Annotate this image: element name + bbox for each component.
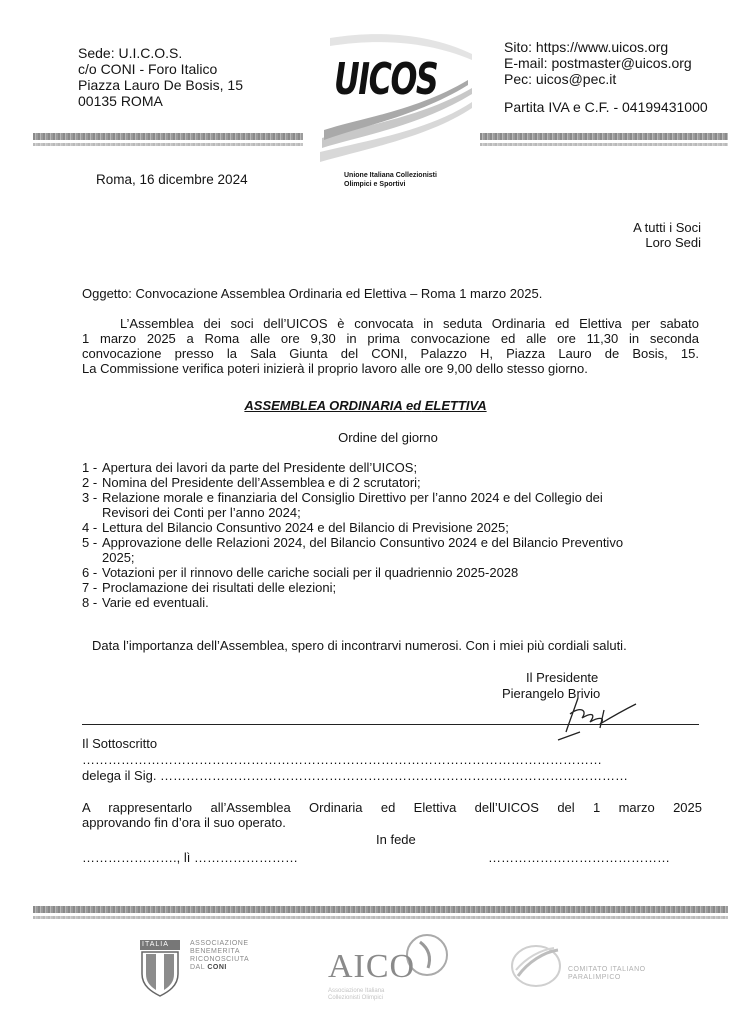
coni-association-text: [190, 940, 249, 972]
agenda-item-number: 3 -: [82, 490, 98, 505]
paragraph-line: 1 marzo 2025 a Roma alle ore 9,30 in prima convocazione ed alle ore 11,30 in seconda: [82, 331, 699, 346]
logo-text: UICOS: [334, 54, 438, 105]
footer-divider: [33, 906, 728, 913]
address-line: c/o CONI - Foro Italico: [78, 61, 218, 77]
letter-date: Roma, 16 dicembre 2024: [96, 172, 248, 187]
logo-subtitle-line: Unione Italiana Collezionisti: [344, 172, 437, 179]
cip-line: PARALIMPICO: [568, 974, 621, 981]
cip-text: [568, 966, 646, 982]
header-divider-left: [33, 133, 303, 140]
uicos-ribbon-icon: [300, 30, 475, 180]
closing-line: Data l’importanza dell’Assemblea, spero di incontrarvi numerosi. Con i miei più cordiali saluti.: [92, 638, 627, 653]
address-line: Piazza Lauro De Bosis, 15: [78, 77, 243, 93]
logo-subtitle-line: Olimpici e Sportivi: [344, 181, 406, 188]
paragraph-line: La Commissione verifica poteri inizierà il proprio lavoro alle ore 9,00 dello stesso giorno.: [82, 361, 588, 376]
agenda-item: [82, 475, 702, 490]
header-divider-left-thin: [33, 143, 303, 146]
signer-title: Il Presidente: [526, 670, 599, 685]
delega-text-line: A rappresentarlo all’Assemblea Ordinaria ed Elettiva dell’UICOS del 1 marzo 2025: [82, 800, 702, 815]
assoc-line: [190, 964, 249, 972]
cip-logo-icon: [508, 942, 564, 990]
section-title-part: ed: [405, 398, 422, 413]
header-divider-right-thin: [480, 143, 728, 146]
header-divider-right: [480, 133, 728, 140]
agenda-item-text: Relazione morale e finanziaria del Consiglio Direttivo per l’anno 2024 e del Collegio dei: [102, 490, 603, 505]
agenda-item-number: 5 -: [82, 535, 98, 550]
undersigned-dots: …………………………………………………………………………………………………………: [82, 752, 602, 767]
delega-text: [82, 800, 702, 830]
header-contacts: [504, 39, 708, 115]
in-fede: In fede: [376, 832, 416, 847]
agenda-item: [82, 580, 702, 595]
pec-link[interactable]: Pec: uicos@pec.it: [504, 71, 617, 87]
place-date-dots: …………………., lì ……………………: [82, 850, 298, 865]
agenda-item: [82, 595, 702, 610]
recipient: [633, 220, 701, 250]
agenda-item-number: 4 -: [82, 520, 98, 535]
aico-wordmark: AICO: [328, 948, 416, 985]
vat-number: Partita IVA e C.F. - 04199431000: [504, 99, 708, 115]
recipient-line: A tutti i Soci: [633, 220, 701, 235]
uicos-logo: [300, 30, 475, 180]
agenda-item-number: 7 -: [82, 580, 98, 595]
assoc-line: ASSOCIAZIONE: [190, 940, 249, 947]
handwritten-signature-icon: [540, 688, 650, 748]
header-address: [78, 45, 243, 109]
site-link[interactable]: Sito: https://www.uicos.org: [504, 39, 669, 55]
aico-logo: [326, 930, 446, 1010]
paragraph-line: L’Assemblea dei soci dell’UICOS è convocata in seduta Ordinaria ed Elettiva per sabato: [120, 316, 699, 331]
agenda-item-text: Proclamazione dei risultati delle elezioni;: [102, 580, 337, 595]
footer-divider-thin: [33, 916, 728, 919]
agenda-item-text: Varie ed eventuali.: [102, 595, 209, 610]
agenda-item-text: Revisori dei Conti per l’anno 2024;: [102, 505, 301, 520]
agenda-item: [82, 460, 702, 475]
agenda-item-number: 2 -: [82, 475, 98, 490]
agenda-item-number: 6 -: [82, 565, 98, 580]
agenda-title: Ordine del giorno: [338, 430, 438, 445]
aico-subtitle: [328, 988, 384, 1002]
aico-subtitle-line: Collezionisti Olimpici: [328, 995, 384, 1001]
section-title-part: ELETTIVA: [421, 398, 487, 413]
agenda-item: [82, 520, 702, 535]
assoc-line: RICONOSCIUTA: [190, 956, 250, 963]
paragraph-line: convocazione presso la Sala Giunta del CONI, Palazzo H, Piazza Lauro de Bosis, 15.: [82, 346, 699, 361]
agenda-item-text: Approvazione delle Relazioni 2024, del Bilancio Consuntivo 2024 e del Bilancio Preventivo: [102, 535, 624, 550]
agenda-item-number: 8 -: [82, 595, 98, 610]
signature-dots: ……………………………………: [488, 850, 670, 865]
assoc-coni: CONI: [207, 964, 227, 971]
subject-line: Oggetto: Convocazione Assemblea Ordinaria ed Elettiva – Roma 1 marzo 2025.: [82, 286, 543, 301]
undersigned-label: Il Sottoscritto: [82, 736, 158, 751]
address-line: 00135 ROMA: [78, 93, 163, 109]
agenda-item: [82, 565, 702, 580]
agenda-item-text: Lettura del Bilancio Consuntivo 2024 e del Bilancio di Previsione 2025;: [102, 520, 509, 535]
agenda-item-text: Nomina del Presidente dell’Assemblea e di 2 scrutatori;: [102, 475, 421, 490]
agenda-item: [82, 490, 702, 520]
assoc-line: BENEMERITA: [190, 948, 240, 955]
cip-line: COMITATO ITALIANO: [568, 966, 646, 973]
email-link[interactable]: E-mail: postmaster@uicos.org: [504, 55, 692, 71]
agenda-item: [82, 535, 702, 565]
recipient-line: Loro Sedi: [645, 235, 701, 250]
signer-name: Pierangelo Brivio: [502, 686, 601, 701]
agenda-item-text: Apertura dei lavori da parte del Presidente dell’UICOS;: [102, 460, 418, 475]
delega-text-line: approvando fin d’ora il suo operato.: [82, 815, 286, 830]
section-title: [0, 398, 731, 413]
section-title-part: ASSEMBLEA ORDINARIA: [244, 398, 406, 413]
agenda-item-text: 2025;: [102, 550, 135, 565]
convocation-paragraph: [82, 316, 699, 376]
coni-logo: [138, 938, 182, 998]
separator-line: [82, 724, 699, 725]
address-line: Sede: U.I.C.O.S.: [78, 45, 183, 61]
assoc-dal: DAL: [190, 964, 205, 971]
delegate-line: delega il Sig. ………………………………………………………………………………………………: [82, 768, 629, 783]
coni-badge-text: ITALIA: [142, 941, 169, 948]
agenda-item-text: Votazioni per il rinnovo delle cariche sociali per il quadriennio 2025-2028: [102, 565, 519, 580]
logo-subtitle: [344, 171, 437, 189]
aico-subtitle-line: Associazione Italiana: [328, 988, 385, 994]
agenda-list: [82, 460, 702, 610]
agenda-item-number: 1 -: [82, 460, 98, 475]
